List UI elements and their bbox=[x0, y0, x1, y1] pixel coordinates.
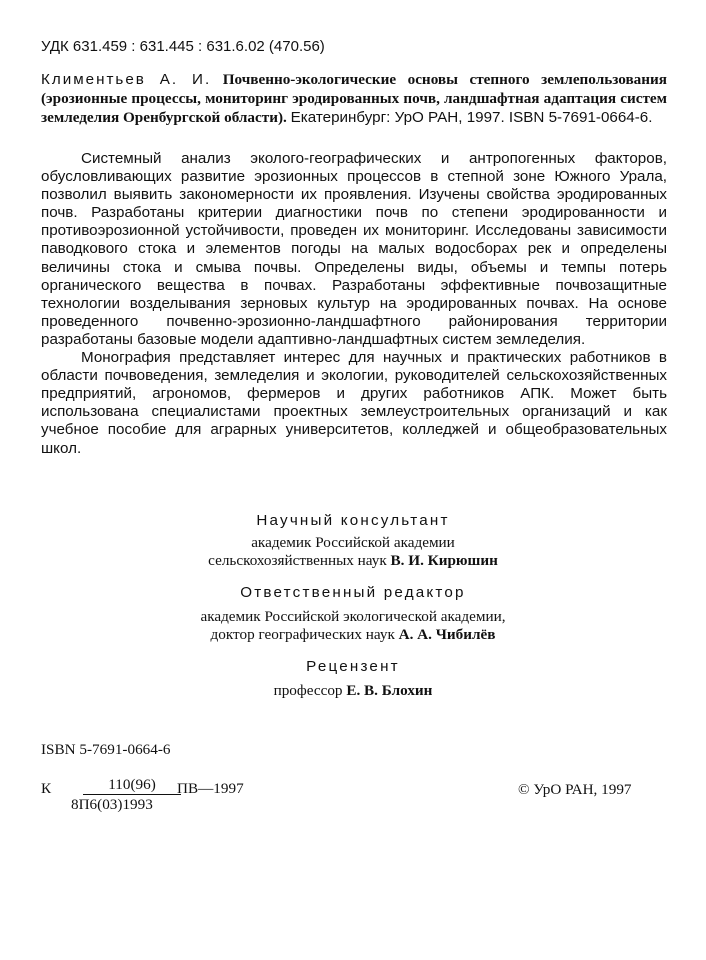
reviewer-name: Е. В. Блохин bbox=[346, 682, 433, 699]
editor-block bbox=[0, 584, 706, 644]
catalog-suffix: ПВ—1997 bbox=[177, 780, 244, 797]
editor-role: Ответственный редактор bbox=[240, 584, 466, 601]
reviewer-block bbox=[0, 658, 706, 700]
consultant-title: академик Российской академии bbox=[251, 534, 455, 551]
publication-info: Екатеринбург: УрО РАН, 1997. ISBN 5-7691-0664-6. bbox=[290, 109, 653, 126]
abstract-paragraph: Монография представляет интерес для научных и практических работников в области почвоведения, земледелия и экологии, руководителей сельскохозяйственных предприятий, агрономов, фермеров и других работников АПК. Может быть использована специалистами проектных землеустроительных организаций и как учебное пособие для аграрных университетов, колледжей и общеобразовательных школ. bbox=[41, 349, 667, 457]
consultant-degree: сельскохозяйственных наук bbox=[208, 552, 387, 569]
copyright: © УрО РАН, 1997 bbox=[518, 781, 632, 798]
catalog-numerator: 110(96) bbox=[83, 776, 181, 795]
reviewer-line bbox=[0, 682, 706, 700]
consultant-name: В. И. Кирюшин bbox=[390, 552, 498, 569]
book-title: Почвенно-экологические основы степного землепользования (эрозионные процессы, мониторинг эродированных почв, ландшафтная адаптация систем земледелия Оренбургской области). bbox=[41, 71, 667, 126]
editor-name: А. А. Чибилёв bbox=[398, 626, 496, 643]
abstract-paragraph: Системный анализ эколого-географических и антропогенных факторов, обусловливающих развитие эрозионных процессов в степной зоне Южного Урала, позволил выявить закономерности их проявления. Изучены свойства эродированных почв. Разработаны критерии диагностики почв по степени эродированности и противоэрозионной устойчивости, проведен их мониторинг. Исследованы зависимости паводкового стока и элементов погоды на малых водосборах рек и определены величины стока и смыва почвы. Определены виды, объемы и темпы потерь органического вещества в почвах. Разработаны эффективные почвозащитные технологии возделывания зерновых культур на эродированных почвах. На основе проведенного почвенно-эрозионно-ландшафтного районирования территории разработаны базовые модели адаптивно-ландшафтных систем земледелия. bbox=[41, 150, 667, 348]
reviewer-role: Рецензент bbox=[306, 658, 400, 675]
bibliographic-record bbox=[41, 70, 667, 127]
consultant-role: Научный консультант bbox=[256, 512, 450, 529]
reviewer-title: профессор bbox=[273, 682, 343, 699]
udk-code: УДК 631.459 : 631.445 : 631.6.02 (470.56) bbox=[41, 38, 325, 55]
consultant-block bbox=[0, 512, 706, 570]
catalog-letter: К bbox=[41, 780, 52, 797]
editor-title: академик Российской экологической академии, bbox=[200, 608, 506, 625]
editor-title-line bbox=[0, 626, 706, 644]
author-name: Климентьев А. И. bbox=[41, 71, 212, 88]
abstract bbox=[41, 150, 667, 458]
editor-degree: доктор географических наук bbox=[210, 626, 395, 643]
consultant-title-line bbox=[0, 552, 706, 570]
catalog-denominator: 8П6(03)1993 bbox=[71, 796, 153, 813]
isbn: ISBN 5-7691-0664-6 bbox=[41, 741, 171, 758]
